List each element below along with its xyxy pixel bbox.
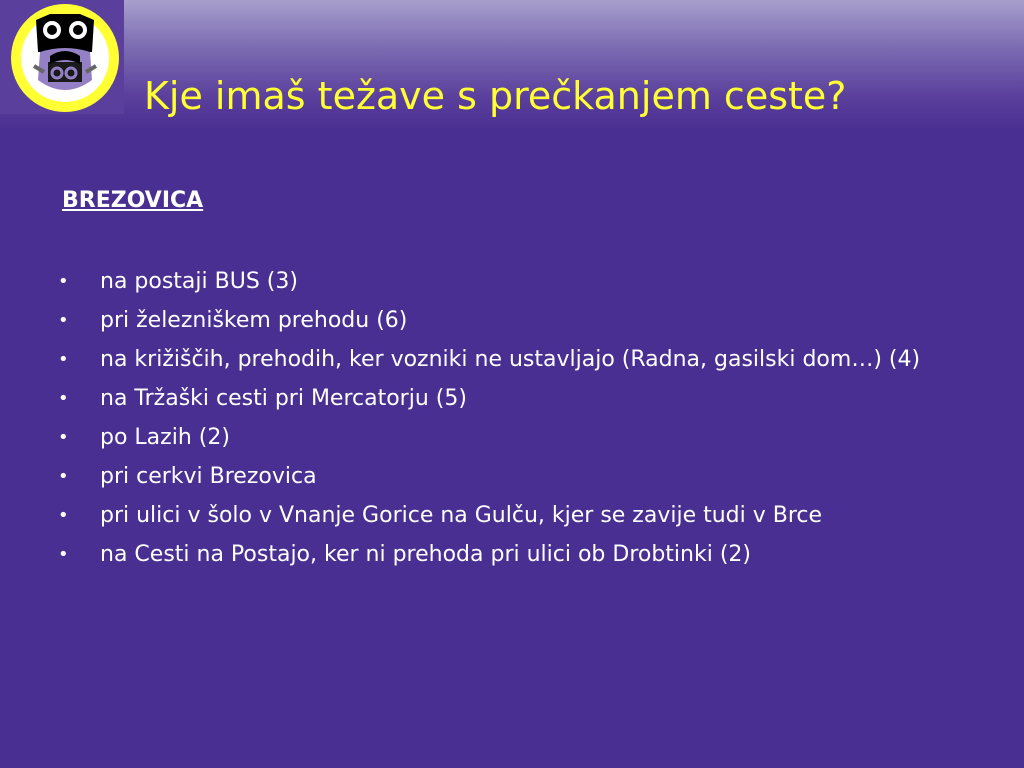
bullet-list bbox=[58, 268, 958, 580]
list-item bbox=[58, 268, 958, 296]
list-item bbox=[58, 385, 958, 413]
list-item bbox=[58, 541, 958, 569]
list-item-text: na postaji BUS (3) bbox=[100, 269, 298, 294]
bullet-icon: • bbox=[58, 310, 69, 331]
list-item bbox=[58, 424, 958, 452]
bullet-icon: • bbox=[58, 466, 69, 487]
section-heading: BREZOVICA bbox=[62, 188, 204, 213]
page-title: Kje imaš težave s prečkanjem ceste? bbox=[144, 74, 847, 118]
bullet-icon: • bbox=[58, 544, 69, 565]
bullet-icon: • bbox=[58, 427, 69, 448]
owl-logo-icon bbox=[0, 0, 124, 114]
list-item bbox=[58, 346, 958, 374]
list-item-text: na Cesti na Postajo, ker ni prehoda pri ulici ob Drobtinki (2) bbox=[100, 542, 751, 567]
list-item-text: pri ulici v šolo v Vnanje Gorice na Gulču, kjer se zavije tudi v Brce bbox=[100, 503, 823, 528]
list-item bbox=[58, 307, 958, 335]
bullet-icon: • bbox=[58, 271, 69, 292]
list-item-text: na Tržaški cesti pri Mercatorju (5) bbox=[100, 386, 467, 411]
bullet-icon: • bbox=[58, 349, 69, 370]
bullet-icon: • bbox=[58, 505, 69, 526]
list-item bbox=[58, 463, 958, 491]
list-item-text: po Lazih (2) bbox=[100, 425, 230, 450]
list-item-text: pri železniškem prehodu (6) bbox=[100, 308, 408, 333]
list-item bbox=[58, 502, 958, 530]
bullet-icon: • bbox=[58, 388, 69, 409]
list-item-text: na križiščih, prehodih, ker vozniki ne ustavljajo (Radna, gasilski dom…) (4) bbox=[100, 347, 921, 372]
list-item-text: pri cerkvi Brezovica bbox=[100, 464, 317, 489]
